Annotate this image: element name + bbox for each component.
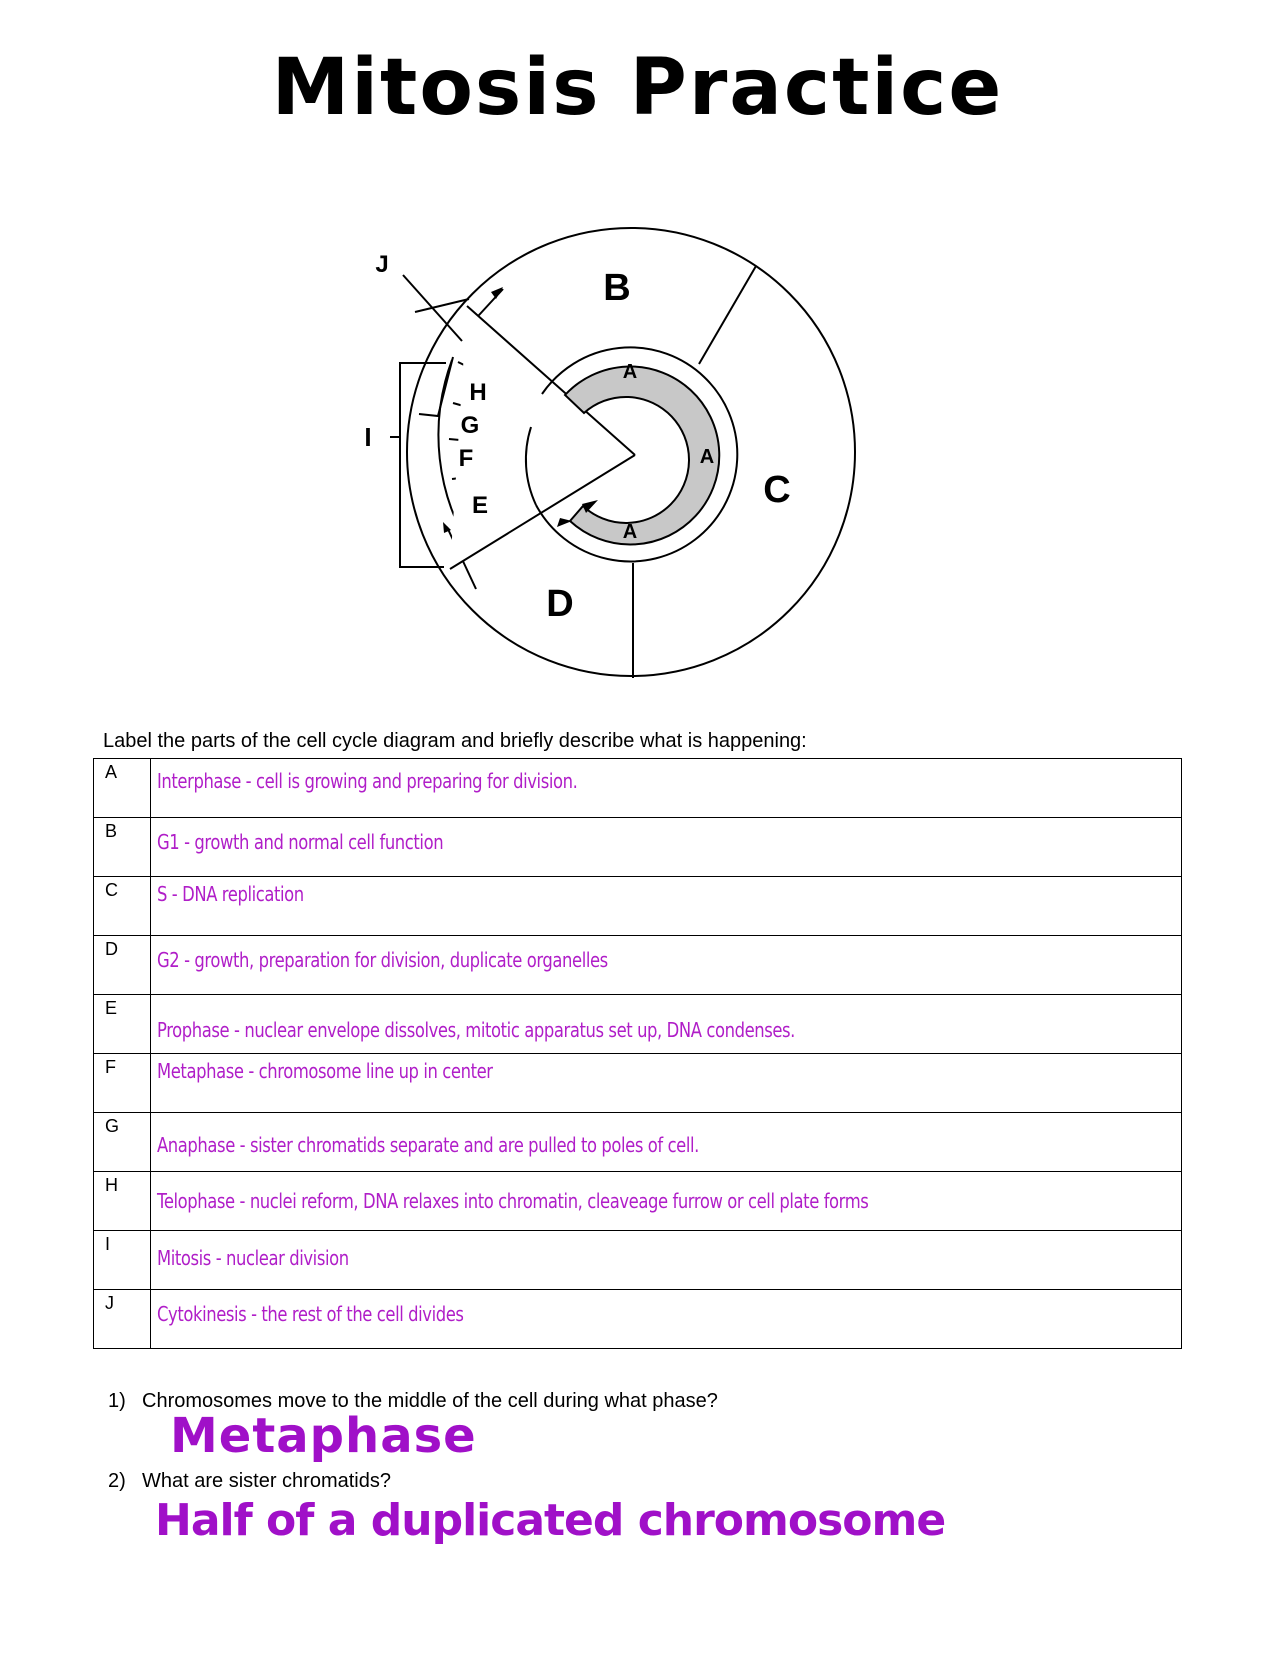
answer-2: Half of a duplicated chromosome [155,1495,946,1546]
question-number: 2) [108,1470,126,1492]
answer-text: Mitosis - nuclear division [157,1246,349,1270]
question-number: 1) [108,1390,126,1412]
label-f: F [458,445,474,472]
row-letter: A [94,759,151,818]
table-row [94,818,1182,877]
answer-text: Interphase - cell is growing and preparing for division. [157,769,578,793]
row-letter: G [94,1113,151,1172]
label-h: H [469,379,487,406]
row-answer [151,936,1182,995]
label-a-top: A [622,361,638,383]
row-answer [151,1290,1182,1349]
row-letter: H [94,1172,151,1231]
answer-text: Telophase - nuclei reform, DNA relaxes into chromatin, cleaveage furrow or cell plate forms [157,1189,869,1213]
page-title: Mitosis Practice [271,43,1004,133]
row-letter: J [94,1290,151,1349]
row-letter: B [94,818,151,877]
row-answer [151,1113,1182,1172]
row-letter: I [94,1231,151,1290]
table-row [94,1054,1182,1113]
table-row [94,759,1182,818]
table-row [94,1231,1182,1290]
row-answer [151,1054,1182,1113]
question-2 [108,1470,391,1493]
row-answer [151,877,1182,936]
table-row [94,877,1182,936]
label-d: D [546,583,574,625]
label-b: B [603,267,631,309]
row-answer [151,995,1182,1054]
question-text: Chromosomes move to the middle of the cell during what phase? [142,1390,718,1412]
cell-cycle-diagram [340,210,900,710]
instructions: Label the parts of the cell cycle diagram and briefly describe what is happening: [103,730,807,752]
table-row [94,1290,1182,1349]
answer-text: S - DNA replication [157,882,304,906]
answer-text: G1 - growth and normal cell function [157,830,444,854]
table-row [94,1172,1182,1231]
question-text: What are sister chromatids? [142,1470,391,1492]
label-a-bottom: A [622,521,638,543]
label-g: G [460,412,480,439]
label-e: E [471,492,489,519]
row-answer [151,818,1182,877]
table-row [94,1113,1182,1172]
label-i: I [364,422,372,452]
answer-text: Metaphase - chromosome line up in center [157,1059,493,1083]
answer-text: Cytokinesis - the rest of the cell divides [157,1302,464,1326]
answer-1: Metaphase [170,1408,477,1464]
table-row [94,936,1182,995]
answer-text: Anaphase - sister chromatids separate and are pulled to poles of cell. [157,1133,699,1157]
label-j: J [375,251,389,278]
answer-text: Prophase - nuclear envelope dissolves, mitotic apparatus set up, DNA condenses. [157,1018,795,1042]
answer-table [93,758,1182,1349]
row-answer [151,759,1182,818]
row-answer [151,1172,1182,1231]
row-letter: E [94,995,151,1054]
row-answer [151,1231,1182,1290]
row-letter: F [94,1054,151,1113]
answer-text: G2 - growth, preparation for division, duplicate organelles [157,948,608,972]
table-row [94,995,1182,1054]
label-c: C [763,469,791,511]
row-letter: C [94,877,151,936]
label-a-right: A [699,446,715,468]
row-letter: D [94,936,151,995]
